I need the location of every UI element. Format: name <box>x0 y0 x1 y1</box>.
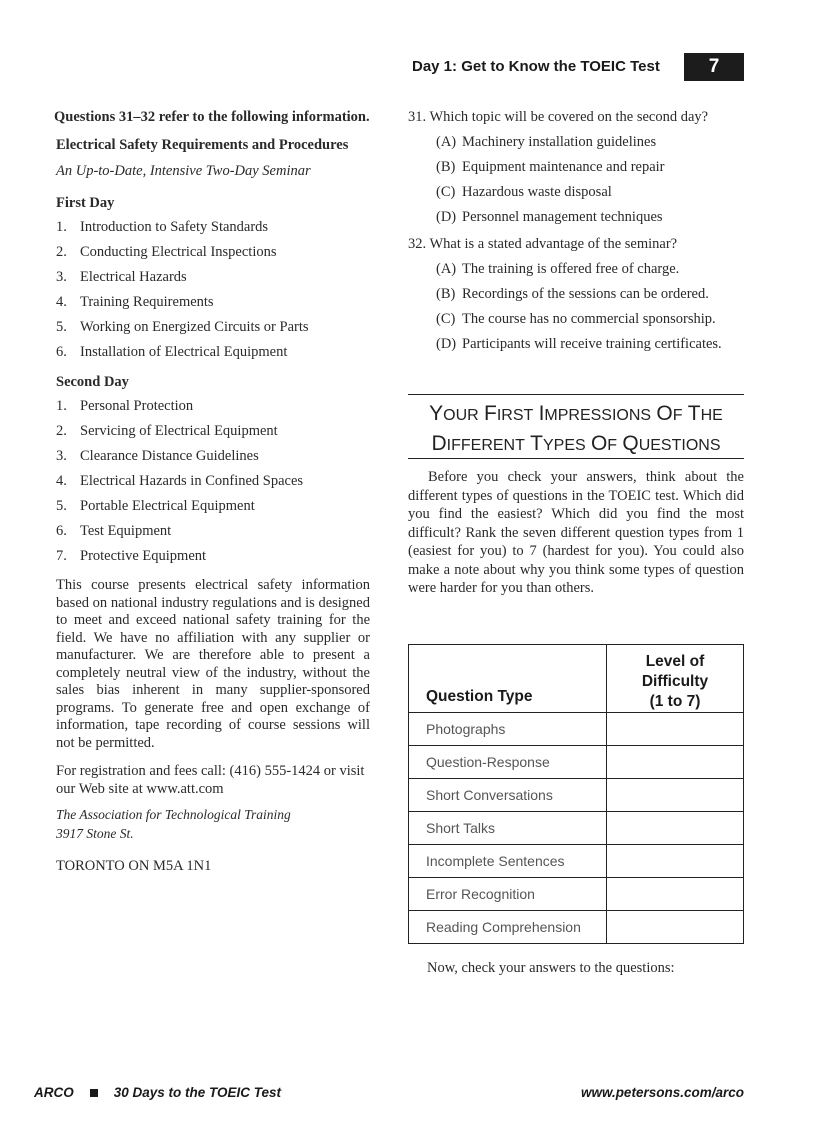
column-header-difficulty <box>607 645 744 713</box>
option-text: Hazardous waste disposal <box>462 184 612 200</box>
item-text: Electrical Hazards in Confined Spaces <box>80 473 304 489</box>
item-number: 5. <box>56 319 67 335</box>
list-item <box>56 318 370 336</box>
street-address: 3917 Stone St. <box>56 826 134 841</box>
seminar-subtitle: An Up-to-Date, Intensive Two-Day Seminar <box>56 163 311 179</box>
item-text: Conducting Electrical Inspections <box>80 244 277 260</box>
question-type-cell: Short Conversations <box>409 779 607 812</box>
closing-instruction: Now, check your answers to the questions: <box>427 960 675 976</box>
seminar-description: This course presents electrical safety information based on national industry regulations and is designed to meet and exceed national safety training for the field. We have no affiliation with any supplier or manufacturer. We are therefore able to present a completely neutral view of the industry, without the sales bias inherent in many supplier-sponsored programs. To generate free and open exchange of information, tape recording of course sessions will not be permitted. <box>56 577 370 751</box>
list-item <box>56 343 370 361</box>
ranking-instructions: Before you check your answers, think about the different types of questions in the TOEIC test. Which did you find the easiest? Which did you find the most difficult? Rank the seven different question types from 1 (easiest for you) to 7 (hardest for you). You could also make a note about why you think some types of question were harder for you than others. <box>408 469 744 596</box>
item-text: Installation of Electrical Equipment <box>80 344 288 360</box>
list-item <box>56 422 370 440</box>
answer-option[interactable] <box>436 158 744 176</box>
first-day-list <box>34 218 370 361</box>
item-text: Working on Energized Circuits or Parts <box>80 319 309 335</box>
item-text: Electrical Hazards <box>80 269 187 285</box>
item-number: 4. <box>56 473 67 489</box>
table-row <box>409 845 744 878</box>
list-item <box>56 472 370 490</box>
item-number: 5. <box>56 498 67 514</box>
difficulty-input-cell[interactable] <box>607 878 744 911</box>
answer-option[interactable] <box>436 260 744 278</box>
option-letter: (B) <box>436 159 456 175</box>
difficulty-input-cell[interactable] <box>607 713 744 746</box>
item-text: Clearance Distance Guidelines <box>80 448 259 464</box>
list-item <box>56 522 370 540</box>
passage-intro-text: Questions 31–32 refer to the following information. <box>54 109 370 125</box>
item-text: Servicing of Electrical Equipment <box>80 423 278 439</box>
list-item <box>56 268 370 286</box>
item-number: 1. <box>56 398 67 414</box>
list-item <box>56 218 370 236</box>
item-text: Introduction to Safety Standards <box>80 219 269 235</box>
answer-option[interactable] <box>436 183 744 201</box>
table-row <box>409 878 744 911</box>
section-rule-top <box>408 394 744 395</box>
option-letter: (A) <box>436 261 457 277</box>
item-number: 3. <box>56 269 67 285</box>
square-bullet-icon <box>90 1089 98 1097</box>
option-letter: (C) <box>436 184 456 200</box>
page-number: 7 <box>684 53 744 81</box>
footer-left <box>34 1085 281 1100</box>
table-row <box>409 812 744 845</box>
seminar-title: Electrical Safety Requirements and Procedures <box>56 137 349 153</box>
item-text: Portable Electrical Equipment <box>80 498 255 514</box>
section-title-line1: YOUR FIRST IMPRESSIONS OF THE <box>429 402 723 425</box>
list-item <box>56 397 370 415</box>
section-rule-bottom <box>408 458 744 459</box>
option-text: Personnel management techniques <box>462 209 663 225</box>
section-title-line2: DIFFERENT TYPES OF QUESTIONS <box>431 432 721 455</box>
option-text: The training is offered free of charge. <box>462 261 680 277</box>
list-item <box>56 547 370 565</box>
option-text: The course has no commercial sponsorship. <box>462 311 716 327</box>
option-letter: (A) <box>436 134 457 150</box>
page-header-title: Day 1: Get to Know the TOEIC Test <box>412 58 660 75</box>
difficulty-header-range: (1 to 7) <box>649 693 701 710</box>
option-text: Participants will receive training certificates. <box>462 336 722 352</box>
table-row <box>409 746 744 779</box>
second-day-list <box>34 397 370 565</box>
book-title: 30 Days to the TOEIC Test <box>113 1085 282 1100</box>
item-number: 2. <box>56 244 67 260</box>
difficulty-input-cell[interactable] <box>607 779 744 812</box>
item-text: Training Requirements <box>80 294 214 310</box>
item-number: 3. <box>56 448 67 464</box>
answer-option[interactable] <box>436 208 744 226</box>
question-stem: 32. What is a stated advantage of the seminar? <box>408 236 678 252</box>
table-row <box>409 779 744 812</box>
column-header-question-type: Question Type <box>409 645 607 713</box>
city-address: TORONTO ON M5A 1N1 <box>56 858 212 874</box>
item-text: Protective Equipment <box>80 548 207 564</box>
answer-option[interactable] <box>436 335 744 353</box>
question-type-cell: Photographs <box>409 713 607 746</box>
passage-column <box>34 108 370 875</box>
list-item <box>56 243 370 261</box>
question-type-cell: Short Talks <box>409 812 607 845</box>
table-row <box>409 911 744 944</box>
list-item <box>56 497 370 515</box>
first-day-heading: First Day <box>56 195 115 211</box>
item-number: 6. <box>56 523 67 539</box>
option-text: Machinery installation guidelines <box>462 134 657 150</box>
question-type-cell: Error Recognition <box>409 878 607 911</box>
difficulty-header-label: Level of Difficulty <box>641 653 709 690</box>
item-text: Test Equipment <box>80 523 172 539</box>
page-header <box>408 53 744 81</box>
second-day-heading: Second Day <box>56 374 129 390</box>
item-number: 2. <box>56 423 67 439</box>
difficulty-input-cell[interactable] <box>607 812 744 845</box>
item-number: 4. <box>56 294 67 310</box>
answer-option[interactable] <box>436 133 744 151</box>
option-text: Equipment maintenance and repair <box>462 159 665 175</box>
question-32 <box>408 235 744 353</box>
section-title <box>408 400 744 460</box>
option-letter: (D) <box>436 209 457 225</box>
organization-name: The Association for Technological Training <box>56 807 291 822</box>
list-item <box>56 293 370 311</box>
item-text: Personal Protection <box>80 398 194 414</box>
question-type-cell: Incomplete Sentences <box>409 845 607 878</box>
registration-contact: For registration and fees call: (416) 555-1424 or visit our Web site at www.att.com <box>56 763 365 797</box>
option-letter: (C) <box>436 311 456 327</box>
table-header-row <box>409 645 744 713</box>
publisher-name: ARCO <box>34 1085 74 1100</box>
question-31 <box>408 108 744 226</box>
answer-option[interactable] <box>436 310 744 328</box>
difficulty-input-cell[interactable] <box>607 746 744 779</box>
item-number: 6. <box>56 344 67 360</box>
question-type-cell: Reading Comprehension <box>409 911 607 944</box>
questions-column <box>408 108 744 362</box>
difficulty-table <box>408 644 744 944</box>
question-stem: 31. Which topic will be covered on the second day? <box>408 109 709 125</box>
item-number: 7. <box>56 548 67 564</box>
option-letter: (B) <box>436 286 456 302</box>
list-item <box>56 447 370 465</box>
footer-website: www.petersons.com/arco <box>580 1085 744 1100</box>
difficulty-input-cell[interactable] <box>607 845 744 878</box>
question-type-cell: Question-Response <box>409 746 607 779</box>
answer-option[interactable] <box>436 285 744 303</box>
passage-intro <box>34 108 370 126</box>
item-number: 1. <box>56 219 67 235</box>
option-text: Recordings of the sessions can be ordered. <box>462 286 709 302</box>
table-row <box>409 713 744 746</box>
difficulty-input-cell[interactable] <box>607 911 744 944</box>
option-letter: (D) <box>436 336 457 352</box>
